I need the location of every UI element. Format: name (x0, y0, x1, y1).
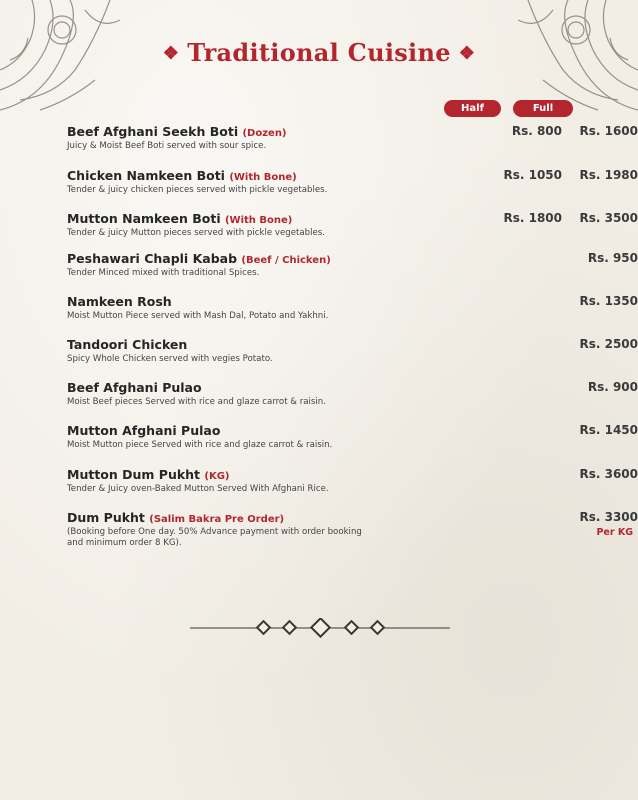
page-title (0, 38, 638, 67)
menu-item (67, 124, 638, 152)
item-description: Moist Mutton Piece served with Mash Dal, Potato and Yakhni. (67, 311, 329, 321)
item-title: Beef Afghani Seekh Boti (67, 124, 239, 139)
half-price: Rs. 1050 (503, 168, 562, 182)
full-column-header: Full (513, 100, 573, 117)
title-text: Traditional Cuisine (187, 38, 451, 67)
item-tag: (Dozen) (242, 128, 287, 139)
divider-ornament-icon (190, 618, 450, 638)
half-price: Rs. 800 (511, 124, 562, 138)
full-price: Rs. 1350 (579, 294, 638, 308)
item-description: Juicy & Moist Beef Boti served with sour spice. (67, 141, 267, 151)
item-description: (Booking before One day. 50% Advance payment with order booking (67, 527, 362, 537)
half-column-header: Half (444, 100, 501, 117)
item-title: Chicken Namkeen Boti (67, 168, 225, 183)
item-title: Mutton Afghani Pulao (67, 423, 221, 438)
menu-item (67, 211, 638, 239)
menu-item (67, 510, 638, 549)
menu-item (67, 467, 638, 495)
half-price: Rs. 1800 (503, 211, 562, 225)
item-tag: (With Bone) (229, 172, 297, 183)
full-price: Rs. 3600 (579, 467, 638, 481)
item-title: Peshawari Chapli Kabab (67, 251, 238, 266)
item-tag: (KG) (204, 471, 230, 482)
item-tag: (Salim Bakra Pre Order) (149, 514, 285, 525)
full-price: Rs. 1980 (579, 168, 638, 182)
item-description: Spicy Whole Chicken served with vegies Potato. (67, 354, 273, 364)
fleur-right-icon: ❖ (458, 43, 476, 64)
price-unit: Per KG (596, 527, 633, 538)
full-price: Rs. 2500 (579, 337, 638, 351)
menu-item (67, 380, 638, 408)
menu-item (67, 337, 638, 365)
item-description: Moist Beef pieces Served with rice and glaze carrot & raisin. (67, 397, 326, 407)
full-price: Rs. 950 (587, 251, 638, 265)
item-description: Tender & juicy chicken pieces served with pickle vegetables. (67, 185, 328, 195)
item-title: Beef Afghani Pulao (67, 380, 202, 395)
item-title: Namkeen Rosh (67, 294, 172, 309)
item-description: Tender & Juicy oven-Baked Mutton Served With Afghani Rice. (67, 484, 329, 494)
menu-item (67, 251, 638, 279)
item-tag: (Beef / Chicken) (241, 255, 331, 266)
item-title: Dum Pukht (67, 510, 145, 525)
item-description: Tender & juicy Mutton pieces served with pickle vegetables. (67, 228, 325, 238)
full-price: Rs. 3500 (579, 211, 638, 225)
full-price: Rs. 1600 (579, 124, 638, 138)
item-tag: (With Bone) (224, 215, 293, 226)
item-description-cont: and minimum order 8 KG). (67, 538, 182, 548)
menu-item (67, 168, 638, 196)
item-title: Tandoori Chicken (67, 337, 188, 352)
item-description: Tender Minced mixed with traditional Spices. (67, 268, 260, 278)
full-price: Rs. 900 (587, 380, 638, 394)
full-price: Rs. 1450 (579, 423, 638, 437)
full-price: Rs. 3300 (579, 510, 638, 524)
item-title: Mutton Namkeen Boti (67, 211, 221, 226)
menu-item (67, 294, 638, 322)
item-description: Moist Mutton piece Served with rice and glaze carrot & raisin. (67, 440, 333, 450)
item-title: Mutton Dum Pukht (67, 467, 201, 482)
menu-item (67, 423, 638, 451)
fleur-left-icon: ❖ (162, 43, 180, 64)
